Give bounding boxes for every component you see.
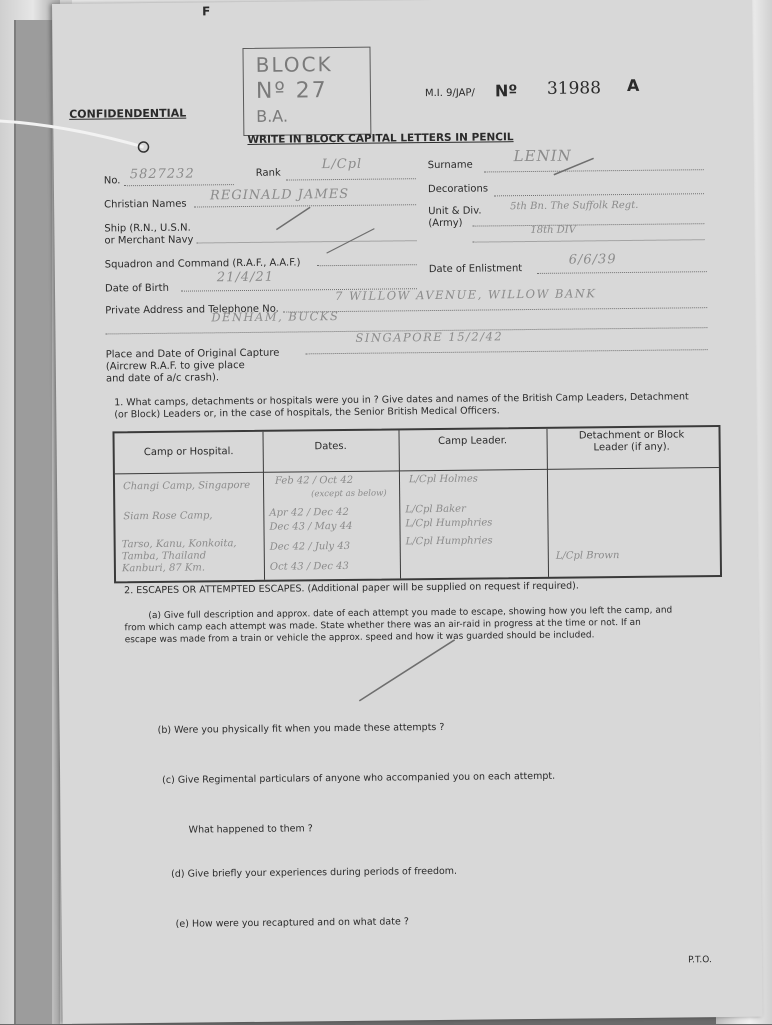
confidential-label: CONFIDENDENTIAL <box>69 106 187 121</box>
table-cell-camp: Changi Camp, Singapore <box>123 479 251 493</box>
christian-names-value: REGINALD JAMES <box>209 186 350 204</box>
unit-label: (Army) <box>428 217 463 230</box>
pencil-instruction: WRITE IN BLOCK CAPITAL LETTERS IN PENCIL <box>247 131 514 146</box>
unit-value: 5th Bn. The Suffolk Regt. <box>510 199 639 213</box>
surname-label: Surname <box>427 159 473 172</box>
rank-value: L/Cpl <box>321 156 363 173</box>
column-header-dates: Dates. <box>314 440 347 453</box>
document-number: 31988 <box>546 78 602 99</box>
capture-value: SINGAPORE 15/2/42 <box>355 329 504 345</box>
table-cell-leader: L/Cpl Baker <box>405 503 466 516</box>
table-column-rule <box>262 432 265 580</box>
address-line: DENHAM, BUCKS <box>211 309 340 325</box>
table-cell-dates: Oct 43 / Dec 43 <box>269 560 349 573</box>
table-cell-leader: L/Cpl Holmes <box>408 473 478 486</box>
table-cell-camp: Tamba, Thailand <box>121 550 207 563</box>
table-cell-camp: Tarso, Kanu, Konkoita, <box>121 538 237 551</box>
camps-table <box>112 425 722 583</box>
table-cell-camp: Kanburi, 87 Km. <box>121 562 206 575</box>
column-header-camp: Camp or Hospital. <box>143 446 234 459</box>
capture-label: (Aircrew R.A.F. to give place <box>105 360 245 373</box>
column-header-detachment: Detachment or Block <box>578 429 685 442</box>
question-e-text: (e) How were you recaptured and on what date ? <box>175 916 409 930</box>
address-line: 7 WILLOW AVENUE, WILLOW BANK <box>335 286 597 304</box>
squadron-label: Squadron and Command (R.A.F., A.A.F.) <box>104 257 301 271</box>
question-c-sub-text: What happened to them ? <box>188 823 313 836</box>
stamp-line: BLOCK <box>255 52 333 77</box>
document-suffix: A <box>626 75 640 95</box>
enlistment-value: 6/6/39 <box>568 252 617 268</box>
table-cell-leader: L/Cpl Humphries <box>405 535 493 548</box>
stamp-line: B.A. <box>256 106 289 126</box>
address-label: Private Address and Telephone No. <box>105 303 279 317</box>
dob-value: 21/4/21 <box>216 269 275 286</box>
surname-value: LENIN <box>513 146 572 166</box>
questionnaire-sheet <box>52 0 763 1024</box>
question-d-text: (d) Give briefly your experiences during periods of freedom. <box>171 865 458 880</box>
corner-mark: F <box>202 4 211 19</box>
table-cell-camp: Siam Rose Camp, <box>123 510 213 523</box>
dob-label: Date of Birth <box>104 282 169 295</box>
pto-label: P.T.O. <box>687 955 712 966</box>
capture-label: Place and Date of Original Capture <box>105 347 280 361</box>
question-a-text: (a) Give full description and approx. date of each attempt you made to escape, showing how you left the camp, and <box>148 605 673 622</box>
section1-question: (or Block) Leaders or, in the case of hospitals, the Senior British Medical Officers. <box>114 405 500 421</box>
reference-prefix: M.I. 9/JAP/ <box>424 87 475 100</box>
division-value: 18th DIV <box>530 224 577 237</box>
table-cell-dates: Dec 42 / July 43 <box>269 540 351 553</box>
decorations-label: Decorations <box>427 183 489 196</box>
question-b-text: (b) Were you physically fit when you made these attempts ? <box>157 721 445 736</box>
folder-spine <box>14 20 54 1024</box>
question-a-text: escape was made from a train or vehicle the approx. speed and how it was guarded should be included. <box>124 630 595 646</box>
capture-label: and date of a/c crash). <box>105 372 220 385</box>
rank-label: Rank <box>255 167 281 179</box>
enlistment-label: Date of Enlistment <box>428 263 523 276</box>
table-column-rule <box>398 430 401 578</box>
table-cell-dates-note: (except as below) <box>311 488 387 500</box>
stamp-line: Nº 27 <box>255 78 328 104</box>
unit-label: Unit & Div. <box>428 205 482 218</box>
christian-names-label: Christian Names <box>104 198 187 211</box>
number-label: Nº <box>494 81 518 101</box>
service-number: 5827232 <box>129 166 195 183</box>
ship-label: or Merchant Navy <box>104 234 194 247</box>
table-cell-dates: Apr 42 / Dec 42 <box>269 506 349 519</box>
table-cell-leader: L/Cpl Humphries <box>405 517 493 530</box>
number-field-label: No. <box>103 175 121 187</box>
table-cell-dates: Dec 43 / May 44 <box>269 520 353 533</box>
ship-label: Ship (R.N., U.S.N. <box>104 222 191 235</box>
column-header-leader: Camp Leader. <box>438 435 508 447</box>
table-cell-dates: Feb 42 / Oct 42 <box>274 474 354 487</box>
section1-question: 1. What camps, detachments or hospitals were you in ? Give dates and names of the British Camp Leaders, Detachment <box>114 391 689 409</box>
column-header-detachment: Leader (if any). <box>593 441 670 454</box>
question-a-text: from which camp each attempt was made. State whether there was an air-raid in progress at the time or not. If an <box>124 617 641 634</box>
section2-title: 2. ESCAPES OR ATTEMPTED ESCAPES. (Additional paper will be supplied on request if required). <box>124 580 579 597</box>
table-cell-detachment: L/Cpl Brown <box>555 550 620 562</box>
question-c-text: (c) Give Regimental particulars of anyone who accompanied you on each attempt. <box>162 770 556 786</box>
